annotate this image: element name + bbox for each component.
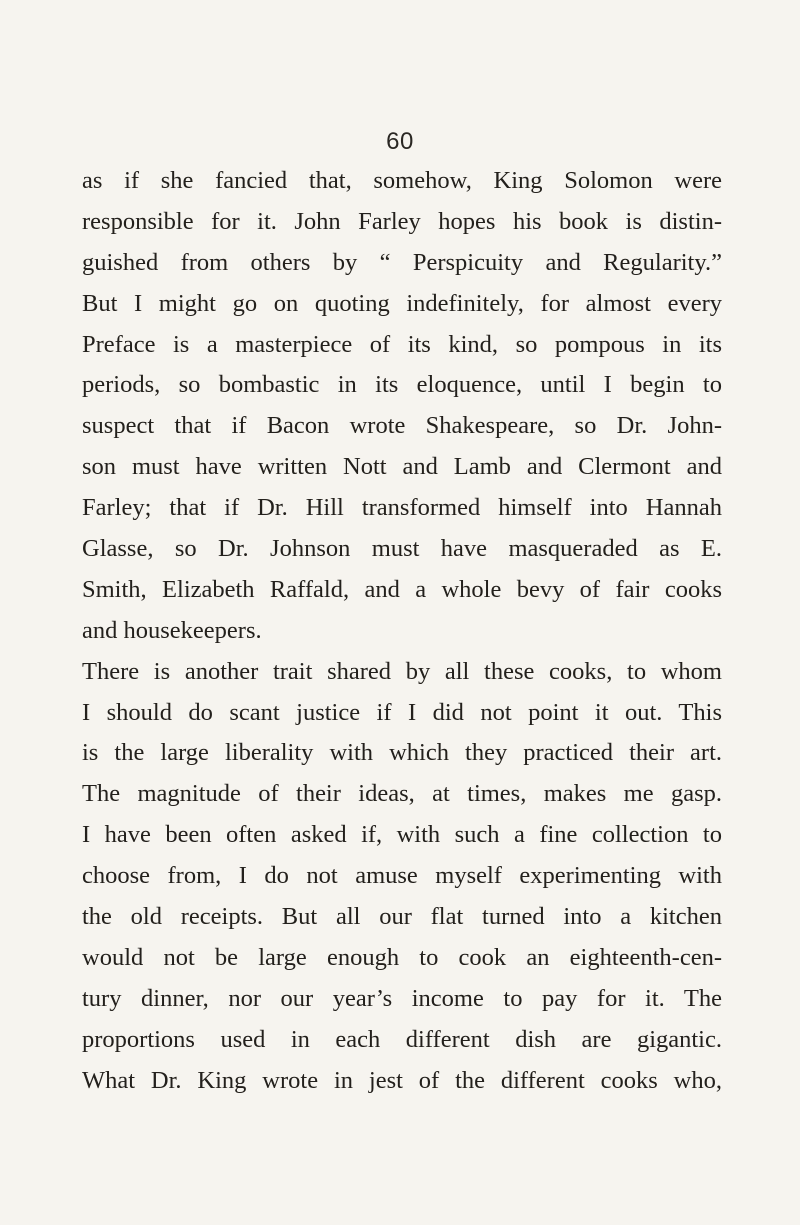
text-line: periods, so bombastic in its eloquence, until I begin to [82, 371, 722, 399]
text-line: son must have written Nott and Lamb and Clermont and [82, 453, 722, 481]
text-line: guished from others by “ Perspicuity and Regularity.” [82, 248, 722, 276]
text-line: Smith, Elizabeth Raffald, and a whole bevy of fair cooks [82, 575, 722, 603]
text-line: is the large liberality with which they practiced their art. [82, 739, 722, 767]
text-line: But I might go on quoting indefinitely, for almost every [82, 289, 722, 317]
text-line: There is another trait shared by all these cooks, to whom [82, 657, 722, 685]
text-line: proportions used in each different dish are gigantic. [82, 1025, 722, 1053]
text-line: I should do scant justice if I did not point it out. This [82, 698, 722, 726]
page-number: 60 [386, 128, 414, 155]
text-line: responsible for it. John Farley hopes his book is distin- [82, 207, 722, 235]
text-line: choose from, I do not amuse myself experimenting with [82, 862, 722, 890]
text-line: tury dinner, nor our year’s income to pay for it. The [82, 984, 722, 1012]
text-line: Glasse, so Dr. Johnson must have masqueraded as E. [82, 535, 722, 563]
text-line: The magnitude of their ideas, at times, makes me gasp. [82, 780, 722, 808]
text-line: the old receipts. But all our flat turned into a kitchen [82, 903, 722, 931]
text-line: I have been often asked if, with such a fine collection to [82, 821, 722, 849]
body-text [82, 161, 722, 1101]
text-line: Farley; that if Dr. Hill transformed himself into Hannah [82, 494, 722, 522]
text-line: Preface is a masterpiece of its kind, so pompous in its [82, 330, 722, 358]
text-line: would not be large enough to cook an eighteenth-cen- [82, 943, 722, 971]
text-line: suspect that if Bacon wrote Shakespeare, so Dr. John- [82, 412, 722, 440]
text-line: as if she fancied that, somehow, King Solomon were [82, 167, 722, 194]
text-line: What Dr. King wrote in jest of the different cooks who, [82, 1066, 722, 1094]
text-line: and housekeepers. [82, 616, 262, 644]
